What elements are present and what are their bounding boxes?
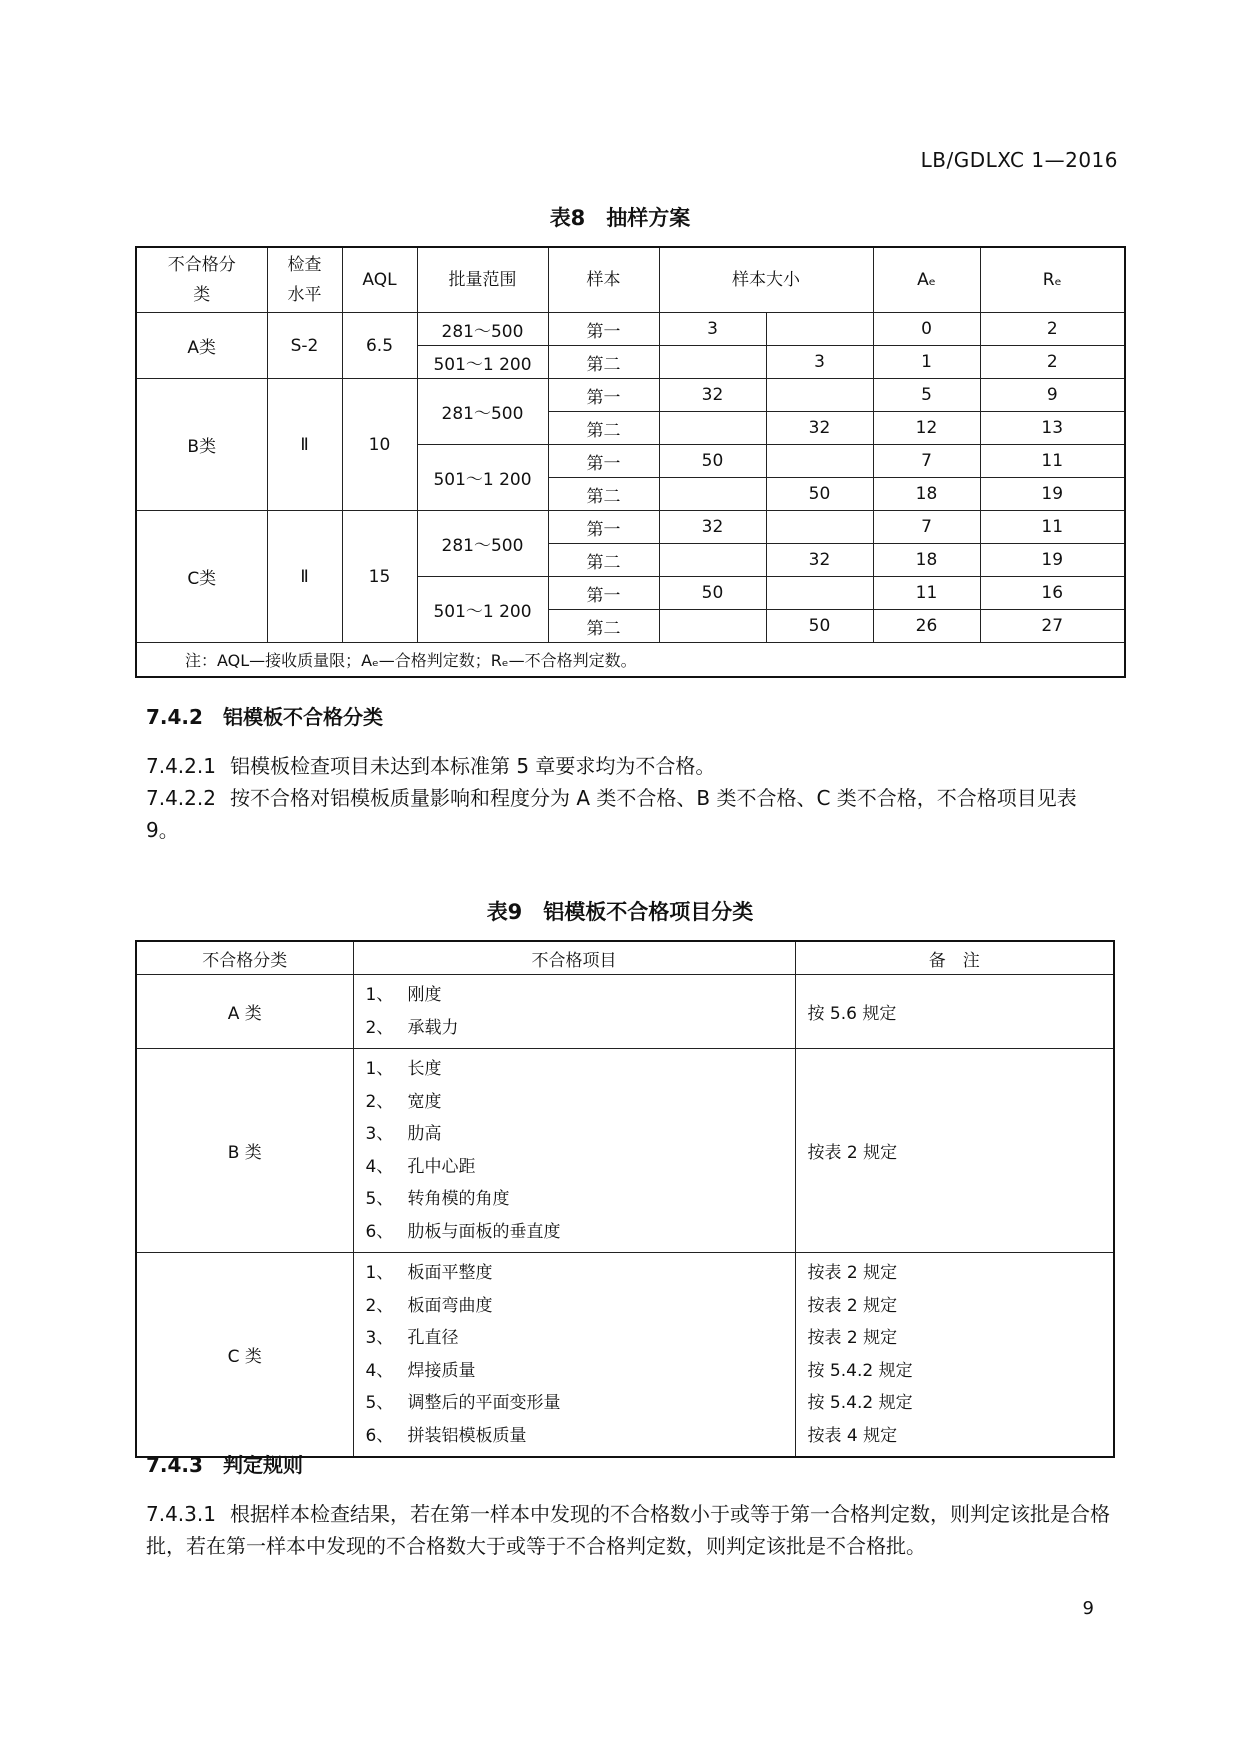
sampling-plan-table <box>135 246 1126 678</box>
item-line <box>366 1012 795 1045</box>
item-line <box>366 1257 795 1290</box>
header-sample: 样本 <box>548 247 659 313</box>
acceptance-number-cell: 12 <box>873 412 980 445</box>
table-note: 注：AQL—接收质量限；Aₑ—合格判定数；Rₑ—不合格判定数。 <box>136 643 1125 678</box>
nonconformity-classification-table <box>135 940 1115 1458</box>
paragraph-number: 7.4.2.1 <box>146 754 216 778</box>
aql-cell: 15 <box>342 511 417 643</box>
sample-size-first-cell: 32 <box>659 511 766 544</box>
item-number: 2、 <box>365 1017 394 1038</box>
sample-size-second-cell <box>766 445 873 478</box>
acceptance-number-cell: 5 <box>873 379 980 412</box>
remark-cell: 按 5.6 规定 <box>795 975 1114 1049</box>
category-cell: A 类 <box>136 975 353 1049</box>
category-cell: B 类 <box>136 1049 353 1253</box>
item-number: 5、 <box>365 1393 394 1413</box>
item-text: 长度 <box>407 1059 442 1079</box>
table-header-row <box>136 941 1114 975</box>
sample-cell: 第一 <box>548 445 659 478</box>
table-row <box>136 975 1114 1049</box>
items-cell <box>353 975 795 1049</box>
rejection-number-cell: 19 <box>980 478 1125 511</box>
acceptance-number-cell: 18 <box>873 544 980 577</box>
sample-cell: 第二 <box>548 346 659 379</box>
item-number: 2、 <box>365 1295 394 1316</box>
sample-cell: 第二 <box>548 412 659 445</box>
header-acceptance-number: Aₑ <box>873 247 980 313</box>
sample-size-second-cell: 50 <box>766 478 873 511</box>
acceptance-number-cell: 7 <box>873 511 980 544</box>
sample-size-second-cell: 3 <box>766 346 873 379</box>
remark-line: 按表 2 规定 <box>807 1328 898 1348</box>
category-cell: B类 <box>136 379 267 511</box>
paragraph-number: 7.4.3.1 <box>146 1502 216 1526</box>
sample-cell: 第一 <box>548 379 659 412</box>
sample-size-second-cell <box>766 511 873 544</box>
level-cell: Ⅱ <box>267 511 342 643</box>
rejection-number-cell: 11 <box>980 511 1125 544</box>
rejection-number-cell: 13 <box>980 412 1125 445</box>
rejection-number-cell: 11 <box>980 445 1125 478</box>
rejection-number-cell: 9 <box>980 379 1125 412</box>
item-line <box>366 1322 795 1355</box>
header-sample-size: 样本大小 <box>659 247 873 313</box>
remark-line: 按 5.4.2 规定 <box>807 1393 913 1413</box>
sample-cell: 第一 <box>548 313 659 346</box>
category-cell: A类 <box>136 313 267 379</box>
item-text: 板面平整度 <box>407 1263 493 1283</box>
rejection-number-cell: 19 <box>980 544 1125 577</box>
remark-cell: 按表 2 规定 <box>795 1049 1114 1253</box>
sample-cell: 第二 <box>548 610 659 643</box>
acceptance-number-cell: 18 <box>873 478 980 511</box>
batch-range-cell: 501～1 200 <box>417 577 548 643</box>
category-cell: C类 <box>136 511 267 643</box>
item-line <box>366 1118 795 1151</box>
header-rejection-number: Rₑ <box>980 247 1125 313</box>
table-row <box>136 511 1125 544</box>
sample-cell: 第一 <box>548 577 659 610</box>
table-row <box>136 1049 1114 1253</box>
table8-caption: 表8 抽样方案 <box>549 206 691 230</box>
sample-size-first-cell <box>659 544 766 577</box>
level-cell: S-2 <box>267 313 342 379</box>
item-line <box>366 1086 795 1119</box>
page-number: 9 <box>1082 1598 1094 1619</box>
sample-size-second-cell: 32 <box>766 412 873 445</box>
header-aql: AQL <box>342 247 417 313</box>
item-line <box>366 979 795 1012</box>
item-text: 孔中心距 <box>407 1156 476 1177</box>
rejection-number-cell: 2 <box>980 313 1125 346</box>
item-number: 3、 <box>365 1328 394 1348</box>
paragraph-7-4-2-1 <box>146 750 1114 782</box>
batch-range-cell: 501～1 200 <box>417 346 548 379</box>
paragraph-text: 铝模板检查项目未达到本标准第 5 章要求均为不合格。 <box>229 754 716 778</box>
sample-size-first-cell <box>659 478 766 511</box>
batch-range-cell: 281～500 <box>417 313 548 346</box>
paragraph-7-4-2-2 <box>146 782 1114 846</box>
item-line <box>366 1151 795 1184</box>
sample-size-second-cell: 32 <box>766 544 873 577</box>
item-text: 宽度 <box>407 1091 442 1112</box>
item-number: 4、 <box>365 1360 394 1381</box>
rejection-number-cell: 16 <box>980 577 1125 610</box>
table-row <box>136 313 1125 346</box>
item-line <box>366 1216 795 1249</box>
sample-size-second-cell <box>766 313 873 346</box>
item-text: 刚度 <box>407 985 442 1005</box>
category-cell: C 类 <box>136 1253 353 1458</box>
sample-size-first-cell <box>659 346 766 379</box>
acceptance-number-cell: 7 <box>873 445 980 478</box>
sample-size-second-cell: 50 <box>766 610 873 643</box>
batch-range-cell: 281～500 <box>417 511 548 577</box>
acceptance-number-cell: 0 <box>873 313 980 346</box>
item-line <box>366 1420 795 1453</box>
remark-line: 按 5.4.2 规定 <box>807 1360 913 1381</box>
sample-cell: 第二 <box>548 544 659 577</box>
sample-cell: 第一 <box>548 511 659 544</box>
sample-size-second-cell <box>766 379 873 412</box>
item-number: 5、 <box>365 1189 394 1209</box>
sample-size-first-cell <box>659 412 766 445</box>
sample-size-first-cell: 3 <box>659 313 766 346</box>
item-text: 拼装铝模板质量 <box>407 1425 527 1446</box>
paragraph-text: 按不合格对铝模板质量影响和程度分为 A 类不合格、B 类不合格、C 类不合格，不合格项目见表 9。 <box>146 786 1077 842</box>
acceptance-number-cell: 11 <box>873 577 980 610</box>
item-text: 肋高 <box>407 1124 442 1144</box>
item-text: 调整后的平面变形量 <box>407 1393 561 1413</box>
batch-range-cell: 501～1 200 <box>417 445 548 511</box>
header-category: 不合格分 类 <box>136 247 267 313</box>
table-row <box>136 379 1125 412</box>
document-id: LB/GDLXC 1—2016 <box>920 148 1118 172</box>
item-line <box>366 1387 795 1420</box>
acceptance-number-cell: 1 <box>873 346 980 379</box>
sample-size-first-cell: 50 <box>659 445 766 478</box>
item-text: 承载力 <box>407 1017 459 1038</box>
paragraph-text: 根据样本检查结果，若在第一样本中发现的不合格数小于或等于第一合格判定数，则判定该批是合格批，若在第一样本中发现的不合格数大于或等于不合格判定数，则判定该批是不合格批。 <box>146 1502 1110 1558</box>
item-text: 板面弯曲度 <box>407 1295 493 1316</box>
sample-size-first-cell: 50 <box>659 577 766 610</box>
item-text: 孔直径 <box>407 1328 459 1348</box>
item-number: 2、 <box>365 1091 394 1112</box>
item-line <box>366 1053 795 1086</box>
header-items: 不合格项目 <box>353 941 795 975</box>
remark-cell <box>795 1253 1114 1458</box>
header-category: 不合格分类 <box>136 941 353 975</box>
header-remarks: 备 注 <box>795 941 1114 975</box>
table-row <box>136 1253 1114 1458</box>
rejection-number-cell: 2 <box>980 346 1125 379</box>
item-line <box>366 1290 795 1323</box>
sample-size-first-cell: 32 <box>659 379 766 412</box>
header-inspection-level: 检查 水平 <box>267 247 342 313</box>
sample-cell: 第二 <box>548 478 659 511</box>
item-text: 焊接质量 <box>407 1360 476 1381</box>
table-header-row <box>136 247 1125 313</box>
item-text: 转角模的角度 <box>407 1189 510 1209</box>
level-cell: Ⅱ <box>267 379 342 511</box>
batch-range-cell: 281～500 <box>417 379 548 445</box>
item-number: 1、 <box>365 1263 394 1283</box>
item-line <box>366 1355 795 1388</box>
table9-caption: 表9 铝模板不合格项目分类 <box>486 900 754 924</box>
item-number: 4、 <box>365 1156 394 1177</box>
remark-line: 按表 2 规定 <box>807 1295 898 1316</box>
item-line <box>366 1183 795 1216</box>
acceptance-number-cell: 26 <box>873 610 980 643</box>
items-cell <box>353 1253 795 1458</box>
header-batch-range: 批量范围 <box>417 247 548 313</box>
table-note-row <box>136 643 1125 678</box>
item-text: 肋板与面板的垂直度 <box>407 1221 561 1242</box>
aql-cell: 6.5 <box>342 313 417 379</box>
remark-line: 按表 4 规定 <box>807 1425 898 1446</box>
paragraph-7-4-3-1 <box>146 1498 1114 1562</box>
remark-line: 按表 2 规定 <box>807 1263 898 1283</box>
paragraph-number: 7.4.2.2 <box>146 786 216 810</box>
sample-size-first-cell <box>659 610 766 643</box>
sample-size-second-cell <box>766 577 873 610</box>
item-number: 3、 <box>365 1124 394 1144</box>
items-cell <box>353 1049 795 1253</box>
item-number: 6、 <box>365 1425 394 1446</box>
section-7-4-3-heading: 7.4.3 判定规则 <box>146 1453 303 1477</box>
item-number: 6、 <box>365 1221 394 1242</box>
rejection-number-cell: 27 <box>980 610 1125 643</box>
section-7-4-2-heading: 7.4.2 铝模板不合格分类 <box>146 705 383 729</box>
aql-cell: 10 <box>342 379 417 511</box>
item-number: 1、 <box>365 985 394 1005</box>
item-number: 1、 <box>365 1059 394 1079</box>
